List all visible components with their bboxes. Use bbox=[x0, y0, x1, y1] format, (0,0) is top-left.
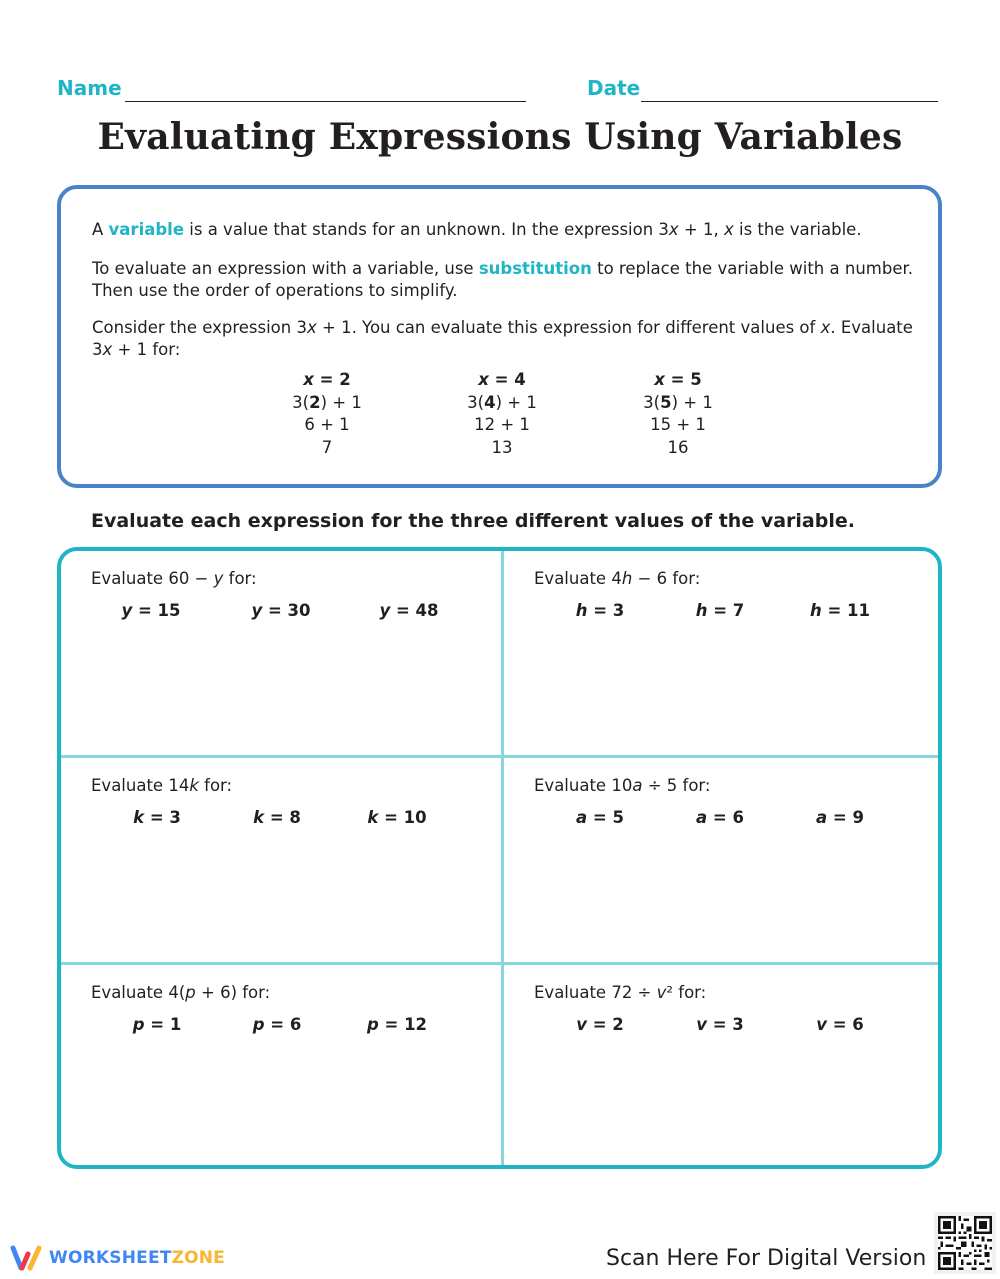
example-result: 13 bbox=[491, 437, 513, 457]
text: 3( bbox=[643, 392, 661, 412]
example-result: 7 bbox=[321, 437, 333, 457]
worksheetzone-logo[interactable] bbox=[9, 1243, 225, 1273]
value-2 bbox=[670, 601, 770, 620]
text: = 30 bbox=[262, 601, 311, 620]
variable-x: x bbox=[668, 220, 679, 239]
term-substitution: substitution bbox=[478, 259, 592, 278]
variable-x: x bbox=[102, 340, 113, 359]
text: = 3 bbox=[706, 1015, 744, 1034]
variable: v bbox=[656, 983, 667, 1002]
text: to replace the variable with a number. Then use the order of operations to simplify. bbox=[92, 259, 913, 300]
value-1 bbox=[550, 601, 650, 620]
value-3 bbox=[790, 1015, 890, 1034]
intro-paragraph-substitution bbox=[92, 258, 922, 302]
text: for: bbox=[198, 776, 233, 795]
variable: y bbox=[213, 569, 224, 588]
text: Evaluate 4 bbox=[534, 569, 622, 588]
text: ² for: bbox=[666, 983, 707, 1002]
example-heading bbox=[608, 369, 748, 392]
header-fields bbox=[57, 76, 942, 106]
variable-x: x bbox=[820, 318, 831, 337]
example-heading bbox=[257, 369, 397, 392]
text: is the variable. bbox=[733, 220, 862, 239]
variable: a bbox=[576, 808, 588, 827]
example-result: 16 bbox=[667, 437, 689, 457]
name-input-line[interactable] bbox=[125, 101, 526, 102]
text: ÷ 5 for: bbox=[642, 776, 711, 795]
variable: k bbox=[253, 808, 265, 827]
problem-prompt bbox=[534, 776, 710, 795]
text: Consider the expression 3 bbox=[92, 318, 307, 337]
intro-box bbox=[57, 185, 942, 488]
name-label: Name bbox=[57, 76, 122, 100]
value-1 bbox=[107, 808, 207, 827]
text: = 8 bbox=[264, 808, 301, 827]
value-2 bbox=[231, 601, 331, 620]
text: = 5 bbox=[664, 370, 702, 389]
scan-caption: Scan Here For Digital Version bbox=[606, 1246, 927, 1271]
example-step: 15 + 1 bbox=[650, 415, 706, 434]
variable-x: x bbox=[724, 220, 734, 239]
logo-word-worksheet: WORKSHEET bbox=[49, 1248, 172, 1268]
text: Evaluate 14 bbox=[91, 776, 190, 795]
text: for: bbox=[223, 569, 257, 588]
term-variable: variable bbox=[108, 220, 185, 239]
variable: v bbox=[816, 1015, 827, 1034]
variable: p bbox=[252, 1015, 265, 1034]
problem-prompt bbox=[91, 569, 257, 588]
text: = 5 bbox=[587, 808, 624, 827]
problem-prompt bbox=[534, 983, 706, 1002]
text: = 6 bbox=[707, 808, 744, 827]
variable: v bbox=[576, 1015, 587, 1034]
problem-grid bbox=[57, 547, 942, 1169]
variable: k bbox=[367, 808, 379, 827]
problem-prompt bbox=[91, 776, 232, 795]
intro-paragraph-example bbox=[92, 317, 922, 361]
text: is a value that stands for an unknown. In the expression 3 bbox=[184, 220, 669, 239]
problem-6[interactable] bbox=[504, 965, 934, 1165]
text: Evaluate 10 bbox=[534, 776, 633, 795]
qr-code-icon[interactable] bbox=[934, 1212, 996, 1274]
text: + 6) for: bbox=[195, 983, 271, 1002]
value-1 bbox=[550, 1015, 650, 1034]
text: To evaluate an expression with a variable, use bbox=[92, 259, 479, 278]
worksheetzone-logo-icon bbox=[9, 1243, 45, 1273]
variable: y bbox=[121, 601, 133, 620]
example-substitution bbox=[432, 392, 572, 415]
text: = 4 bbox=[488, 370, 526, 389]
worked-example-1 bbox=[257, 369, 397, 459]
instruction-heading: Evaluate each expression for the three different values of the variable. bbox=[91, 510, 855, 532]
value-1 bbox=[107, 1015, 207, 1034]
value-1 bbox=[101, 601, 201, 620]
text: . Evaluate 3 bbox=[92, 318, 913, 359]
example-substitution bbox=[608, 392, 748, 415]
value-3 bbox=[347, 1015, 447, 1034]
variable: y bbox=[379, 601, 391, 620]
text: − 6 for: bbox=[632, 569, 701, 588]
value-3 bbox=[790, 601, 890, 620]
problem-1[interactable] bbox=[61, 551, 491, 751]
value-2 bbox=[670, 808, 770, 827]
text: ) + 1 bbox=[495, 392, 537, 412]
worked-example-2 bbox=[432, 369, 572, 459]
variable: a bbox=[632, 776, 643, 795]
date-label: Date bbox=[587, 76, 641, 100]
variable: x bbox=[654, 370, 665, 389]
value-1 bbox=[550, 808, 650, 827]
text: = 3 bbox=[587, 601, 625, 620]
text: ) + 1 bbox=[320, 392, 362, 412]
text: = 6 bbox=[264, 1015, 302, 1034]
worked-example-3 bbox=[608, 369, 748, 459]
problem-3[interactable] bbox=[61, 758, 491, 958]
variable-x: x bbox=[306, 318, 317, 337]
value-3 bbox=[790, 808, 890, 827]
problem-2[interactable] bbox=[504, 551, 934, 751]
logo-wordmark bbox=[49, 1248, 225, 1268]
variable: v bbox=[696, 1015, 707, 1034]
problem-4[interactable] bbox=[504, 758, 934, 958]
value-2 bbox=[670, 1015, 770, 1034]
example-step: 12 + 1 bbox=[474, 415, 530, 434]
text: 3( bbox=[292, 392, 310, 412]
variable: x bbox=[303, 370, 314, 389]
text: = 11 bbox=[821, 601, 871, 620]
example-substitution bbox=[257, 392, 397, 415]
text: = 7 bbox=[707, 601, 745, 620]
text: = 2 bbox=[313, 370, 351, 389]
text: = 48 bbox=[390, 601, 439, 620]
text: + 1 for: bbox=[112, 340, 181, 359]
value-3 bbox=[359, 601, 459, 620]
date-input-line[interactable] bbox=[641, 101, 938, 102]
variable: a bbox=[696, 808, 708, 827]
variable: h bbox=[575, 601, 588, 620]
text: 3( bbox=[467, 392, 485, 412]
text: = 10 bbox=[378, 808, 427, 827]
text: A bbox=[92, 220, 109, 239]
variable: p bbox=[185, 983, 196, 1002]
variable: p bbox=[132, 1015, 145, 1034]
variable: h bbox=[695, 601, 708, 620]
variable: y bbox=[251, 601, 263, 620]
variable: a bbox=[816, 808, 828, 827]
problem-prompt bbox=[534, 569, 700, 588]
text: + 1. You can evaluate this expression for different values of bbox=[316, 318, 821, 337]
value-2 bbox=[227, 1015, 327, 1034]
variable: k bbox=[189, 776, 199, 795]
text: = 15 bbox=[132, 601, 181, 620]
text: Evaluate 72 ÷ bbox=[534, 983, 657, 1002]
variable: k bbox=[133, 808, 145, 827]
problem-5[interactable] bbox=[61, 965, 491, 1165]
text: ) + 1 bbox=[671, 392, 713, 412]
substituted-value: 2 bbox=[309, 392, 321, 412]
problem-prompt bbox=[91, 983, 270, 1002]
text: = 3 bbox=[144, 808, 181, 827]
variable: h bbox=[809, 601, 822, 620]
variable: p bbox=[366, 1015, 379, 1034]
value-3 bbox=[347, 808, 447, 827]
value-2 bbox=[227, 808, 327, 827]
example-heading bbox=[432, 369, 572, 392]
logo-word-zone: ZONE bbox=[171, 1248, 225, 1268]
text: Evaluate 60 − bbox=[91, 569, 214, 588]
variable: h bbox=[621, 569, 633, 588]
example-step: 6 + 1 bbox=[304, 415, 350, 434]
text: = 6 bbox=[826, 1015, 864, 1034]
page-title: Evaluating Expressions Using Variables bbox=[97, 116, 903, 158]
variable: x bbox=[478, 370, 489, 389]
text: + 1, bbox=[678, 220, 724, 239]
text: = 2 bbox=[586, 1015, 624, 1034]
text: = 1 bbox=[144, 1015, 182, 1034]
substituted-value: 4 bbox=[484, 392, 496, 412]
intro-paragraph-variable bbox=[92, 219, 922, 241]
text: = 12 bbox=[378, 1015, 428, 1034]
text: Evaluate 4( bbox=[91, 983, 186, 1002]
substituted-value: 5 bbox=[660, 392, 672, 412]
text: = 9 bbox=[827, 808, 864, 827]
